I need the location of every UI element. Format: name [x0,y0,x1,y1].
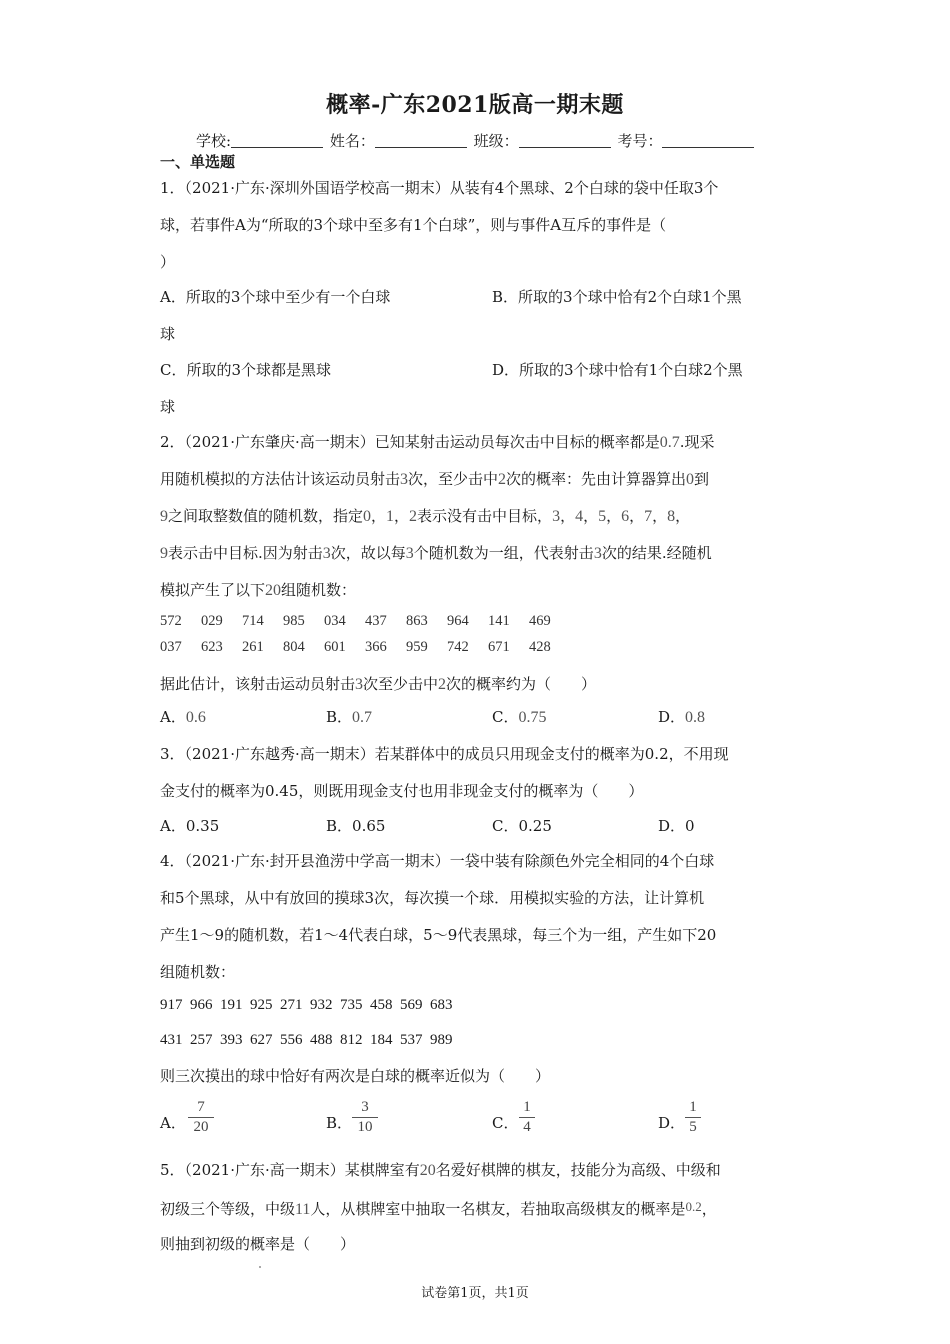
name-label: 姓名： [329,132,375,150]
q4-line-5: 则三次摸出的球中恰好有两次是白球的概率近似为（ ） [160,1067,551,1085]
q4-option-b-fraction: 3 10 [352,1099,378,1136]
q1-option-b: B．所取的3个球中恰有2个白球1个黑 [492,288,742,306]
q3-option-d: D．0 [658,817,695,835]
q4-option-a-label: A． [160,1114,186,1132]
exam-no-label: 考号： [617,132,663,150]
section-heading: 一、单选题 [160,153,236,171]
q4-option-c-fraction: 1 4 [519,1099,535,1136]
q4-option-d-label: D． [658,1114,686,1132]
q2-option-a: A．0.6 [160,708,206,726]
q3-option-a: A．0.35 [160,817,220,835]
name-blank[interactable] [375,133,467,148]
q2-line-3: 9之间取整数值的随机数，指定0，1，2表示没有击中目标，3，4，5，6，7，8， [160,507,691,525]
q1-line-2: 球，若事件A为“所取的3个球中至多有1个白球”，则与事件A互斥的事件是（ [160,216,667,234]
decorative-dot [259,1266,261,1268]
q3-line-2: 金支付的概率为0.45，则既用现金支付也用非现金支付的概率为（ ） [160,782,644,800]
class-blank[interactable] [519,133,611,148]
q3-option-c: C．0.25 [492,817,552,835]
q5-line-1: 5．（2021·广东·高一期末）某棋牌室有20名爱好棋牌的棋友，技能分为高级、中级和 [160,1161,721,1179]
q4-random-row-1: 917 966 191 925 271 932 735 458 569 683 [160,997,453,1013]
q1-option-b-cont: 球 [160,325,176,343]
q4-option-d-fraction: 1 5 [685,1099,701,1136]
q1-line-1: 1．（2021·广东·深圳外国语学校高一期末）从装有4个黑球、2个白球的袋中任取3个 [160,179,719,197]
q4-line-2: 和5个黑球，从中有放回的摸球3次，每次摸一个球．用模拟实验的方法，让计算机 [160,889,705,907]
q4-line-3: 产生1～9的随机数，若1～4代表白球，5～9代表黑球，每三个为一组，产生如下20 [160,926,717,944]
q1-line-3: ） [160,253,176,271]
q5-line-2: 初级三个等级，中级11人，从棋牌室中抽取一名棋友，若抽取高级棋友的概率是0.2， [160,1199,717,1218]
q2-line-6: 据此估计，该射击运动员射击3次至少击中2次的概率约为（ ） [160,675,597,693]
q4-option-c-label: C． [492,1114,519,1132]
q4-line-1: 4．（2021·广东·封开县渔涝中学高一期末）一袋中装有除颜色外完全相同的4个白球 [160,852,715,870]
q5-line-3: 则抽到初级的概率是（ ） [160,1235,356,1253]
q4-random-row-2: 431 257 393 627 556 488 812 184 537 989 [160,1032,453,1048]
school-label: 学校: [196,132,232,150]
q2-line-4: 9表示击中目标.因为射击3次，故以每3个随机数为一组，代表射击3次的结果.经随机 [160,544,712,562]
q2-option-d: D．0.8 [658,708,706,726]
school-blank[interactable] [231,133,323,148]
q1-option-c: C．所取的3个球都是黑球 [160,361,332,379]
q2-line-1: 2．（2021·广东肇庆·高一期末）已知某射击运动员每次击中目标的概率都是0.7.现采 [160,433,715,451]
q4-line-4: 组随机数： [160,963,236,981]
q4-option-a-fraction: 7 20 [188,1099,214,1136]
class-label: 班级： [473,132,519,150]
q3-option-b: B．0.65 [326,817,386,835]
q1-option-d: D．所取的3个球中恰有1个白球2个黑 [492,361,743,379]
q4-option-b-label: B． [326,1114,353,1132]
page-title: 概率-广东2021版高一期末题 [326,92,624,118]
q3-line-1: 3．（2021·广东越秀·高一期末）若某群体中的成员只用现金支付的概率为0.2，不用现 [160,745,729,763]
q2-option-b: B．0.7 [326,708,373,726]
q2-line-5: 模拟产生了以下20组随机数： [160,581,357,599]
q1-option-d-cont: 球 [160,398,176,416]
q2-line-2: 用随机模拟的方法估计该运动员射击3次，至少击中2次的概率：先由计算器算出0到 [160,470,710,488]
exam-page: 概率-广东2021版高一期末题 学校: 姓名： 班级： 考号： 一、单选题 1．（2021·广东·深圳外国语学校高一期末）从装有4个黑球、2个白球的袋中任取3个 球，若事件A为“所取的3个球中至多有1个白球”，则与事件A互斥的事件是（ ） A．所取的3个球中至少有一个白球 B．所取的3个球中恰有2个白球1个黑 球 C．所取的3个球都是黑球 D．所取的3个球中恰有1个白球2个黑 球 2．（2021·广东肇庆·高一期末）已知某射击运动员每次击中目标的概率都是0.7.现采 用随机模拟的方法估计该运动员射击3次，至少击中2次的概率：先由计算器算出0到 9之间取整数值的随机数，指定0，1，2表示没有击中目标，3，4，5，6，7，8， 9表示击中目标.因为射击3次，故以每3个随机数为一组，代表射击3次的结果.经随机 模拟产生了以下20组随机数： 572 029 714 985 034 437 863 964 141 469 037 623 261 804 601 366 959 742 671 428 据此估计，该射击运动员射击3次至少击中2次的概率约为（ ） A．0.6 B．0.7 C．0.75 D．0.8 3．（2021·广东越秀·高一期末）若某群体中的成员只用现金支付的概率为0.2，不用现 金支付的概率为0.45，则既用现金支付也用非现金支付的概率为（ ） A．0.35 B．0.65 C．0.25 D．0 4．（2021·广东·封开县渔涝中学高一期末）一袋中装有除颜色外完全相同的4个白球 和5个黑球，从中有放回的摸球3次，每次摸一个球．用模拟实验的方法，让计算机 产生1～9的随机数，若1～4代表白球，5～9代表黑球，每三个为一组，产生如下20 组随机数： 917 966 191 925 271 932 735 458 569 683 431 257 393 627 556 488 812 184 537 989 则三次摸出的球中恰好有两次是白球的概率近似为（ ） A． 7 20 B． 3 10 C． 1 4 D． 1 5 5．（2021·广东·高一期末）某棋牌室有20名爱好棋牌的棋友，技能分为高级、中级和 初级三个等级，中级11人，从棋牌室中抽取一名棋友，若抽取高级棋友的概率是0.2， 则抽到初级的概率是（ ） 试卷第1页，共1页 [0,0,950,1344]
exam-no-blank[interactable] [662,133,754,148]
q1-option-a: A．所取的3个球中至少有一个白球 [160,288,391,306]
q2-option-c: C．0.75 [492,708,547,726]
student-info-line [196,130,756,151]
page-footer: 试卷第1页，共1页 [421,1286,529,1301]
